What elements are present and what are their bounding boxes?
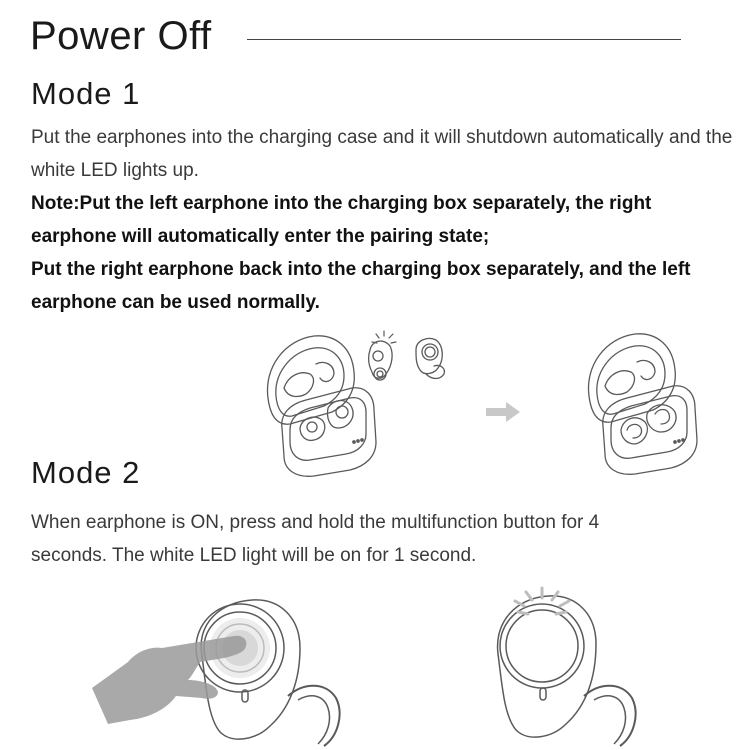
- page-title: Power Off: [30, 14, 212, 58]
- title-divider: [247, 39, 681, 40]
- mode1-description: Put the earphones into the charging case and it will shutdown automatically and the white LED lights up.: [31, 127, 733, 181]
- case-earphones-outside-illustration: [262, 328, 454, 478]
- led-light-on-illustration: [492, 584, 642, 750]
- mode1-note-line2: Put the right earphone back into the charging box separately, and the left earphone can be used normally.: [31, 259, 691, 313]
- mode2-heading: Mode 2: [31, 455, 141, 490]
- mode2-description: When earphone is ON, press and hold the multifunction button for 4 seconds. The white LED light will be on for 1 second.: [31, 512, 600, 566]
- mode1-heading: Mode 1: [31, 76, 141, 111]
- arrow-right-icon: [486, 401, 522, 423]
- mode1-note-line1: Note:Put the left earphone into the charging box separately, the right earphone will automatically enter the pairing state;: [31, 193, 652, 247]
- press-hold-button-illustration: [92, 596, 342, 750]
- case-earphones-stored-illustration: [583, 326, 707, 476]
